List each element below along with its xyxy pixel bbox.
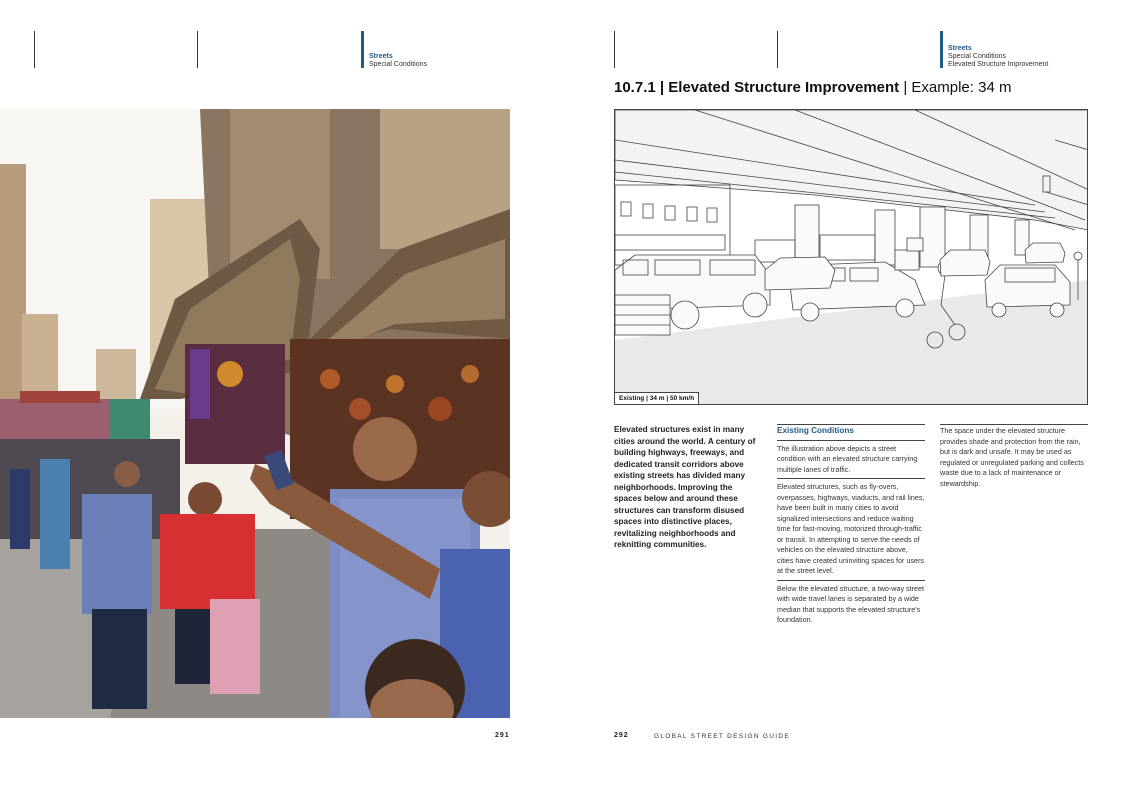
body-paragraph: Elevated structures, such as fly-overs, overpasses, highways, viaducts, and rail lines, have been built in many cities to avoid signalized intersections and reduce waiting time for fast-moving, motorized through-traffic or transit. In attempting to serve the needs of vehicles on the elevated structure above, cities have created uninviting spaces for users at the street level. [777,482,925,581]
subsection-label: Special Conditions [369,61,427,68]
page-title: 10.7.1 | Elevated Structure Improvement | Example: 34 m [614,79,1012,96]
body-paragraph: The space under the elevated structure provides shade and protection from the rain, but is dark and unsafe. It may be used as regulated or unregulated parking and collects waste due to a lack of maintenance or stewardship. [940,424,1088,492]
page-number: 291 [495,732,510,739]
header-rule [197,31,198,68]
body-paragraph: The illustration above depicts a street condition with an elevated structure carrying multiple lanes of traffic. [777,444,925,480]
title-example: Example: 34 m [911,79,1012,96]
lead-paragraph: Elevated structures exist in many cities around the world. A century of building highways, freeways, and dedicated transit corridors above existing streets has divided many neighborhoods. Improving the spaces below and around these structures can transform disused spaces into distinctive places, revitalizing neighborhoods and reknitting communities. [614,425,756,549]
existing-conditions-heading: Existing Conditions [777,424,925,441]
right-column [940,424,1088,495]
left-page [0,0,561,794]
section-tag [361,31,427,68]
elevated-structure-illustration [614,109,1088,405]
existing-conditions-column [777,424,925,632]
header-rule [614,31,615,68]
section-label: Streets [369,53,393,60]
market-street-photo [0,109,510,718]
subsection-label: Special Conditions [948,53,1006,60]
body-paragraph: Below the elevated structure, a two-way street with wide travel lanes is separated by a wide median that supports the elevated structure's foundation. [777,583,925,624]
title-number: 10.7.1 [614,79,656,96]
subsubsection-label: Elevated Structure Improvement [948,61,1049,68]
section-label: Streets [948,45,972,52]
title-main: Elevated Structure Improvement [668,79,900,96]
illustration-caption: Existing | 34 m | 50 km/h [615,392,699,404]
header-rule [777,31,778,68]
section-tag [940,31,1048,68]
guide-title: GLOBAL STREET DESIGN GUIDE [654,733,791,740]
page-number: 292 [614,732,629,739]
header-rule [34,31,35,68]
